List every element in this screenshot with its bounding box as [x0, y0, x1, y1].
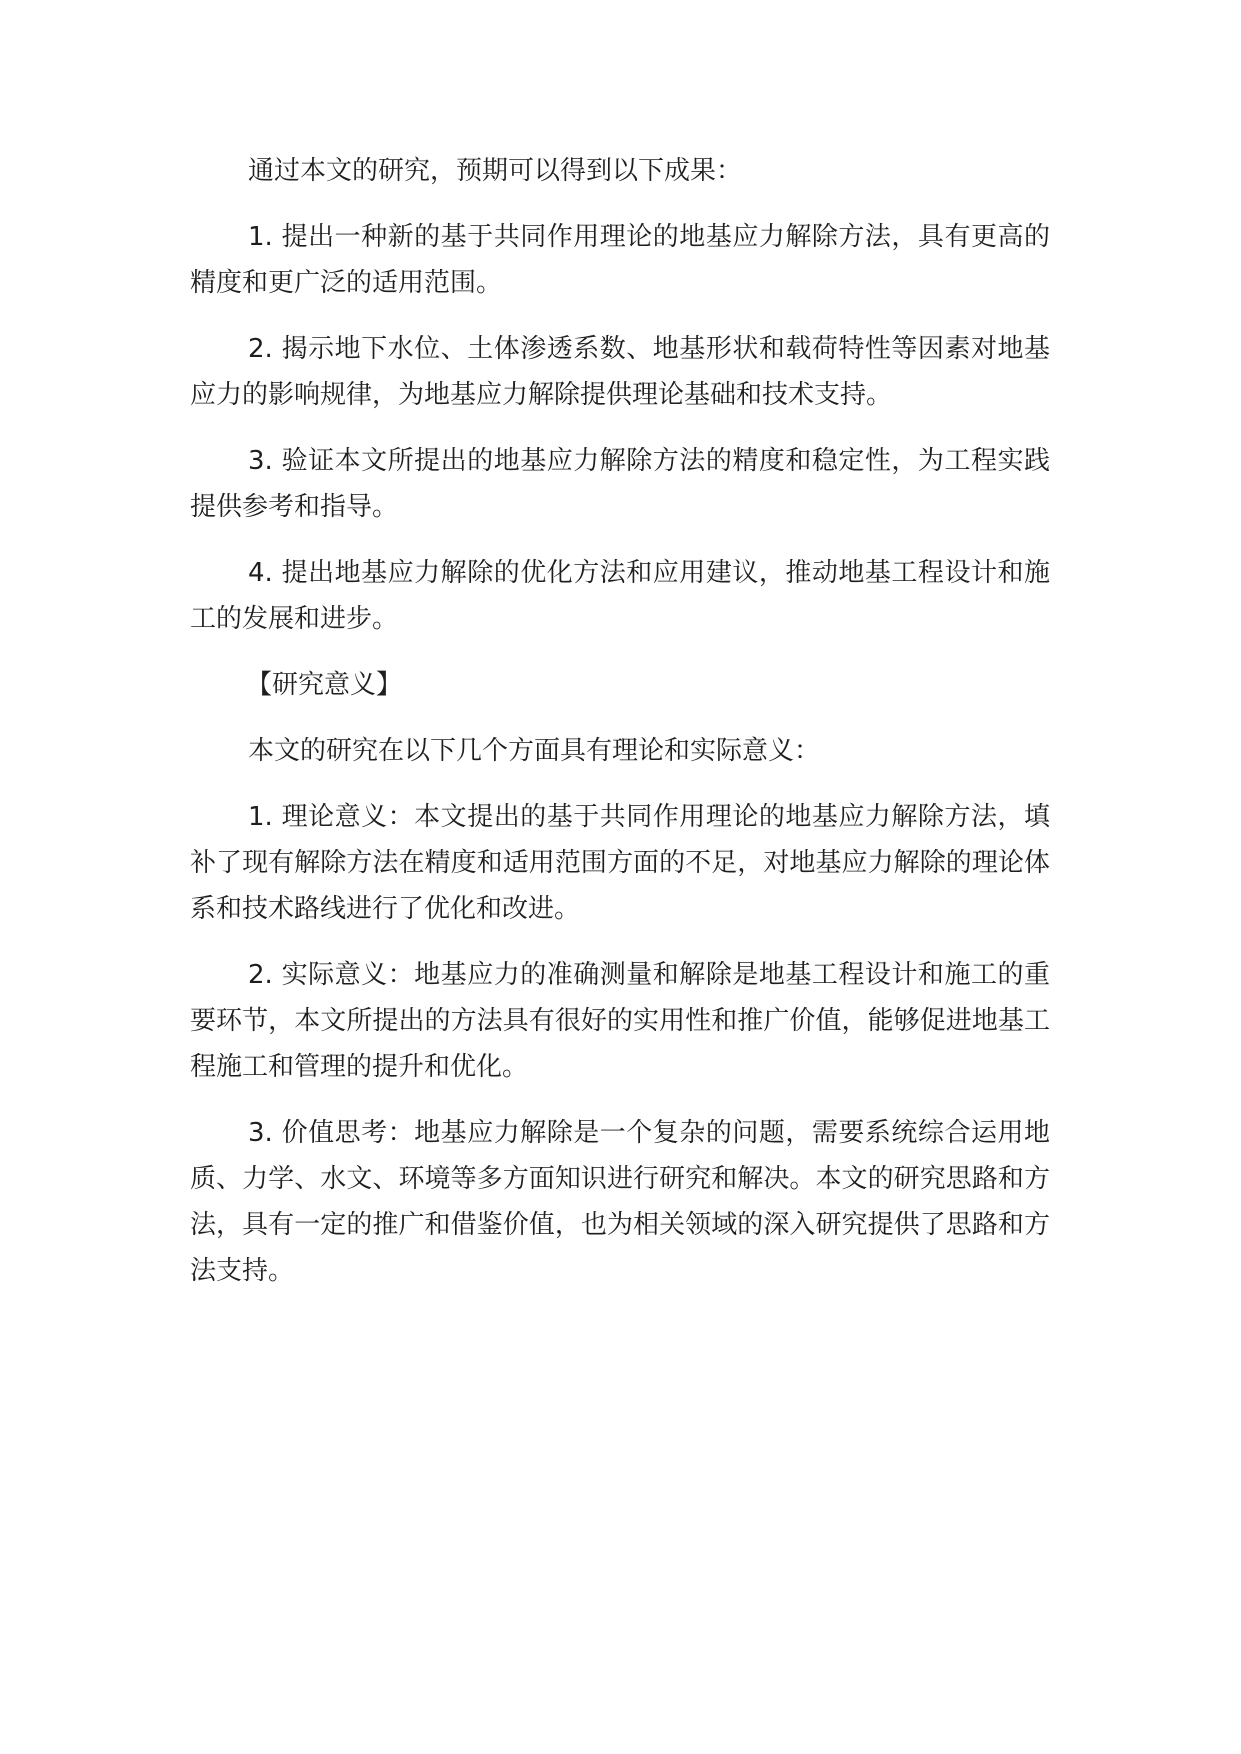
significance-item-1: 1. 理论意义：本文提出的基于共同作用理论的地基应力解除方法，填补了现有解除方法在精度和适用范围方面的不足，对地基应力解除的理论体系和技术路线进行了优化和改进。: [190, 802, 1050, 924]
result-item-3: 3. 验证本文所提出的地基应力解除方法的精度和稳定性，为工程实践提供参考和指导。: [190, 446, 1050, 522]
significance-item-2: 2. 实际意义：地基应力的准确测量和解除是地基工程设计和施工的重要环节，本文所提出的方法具有很好的实用性和推广价值，能够促进地基工程施工和管理的提升和优化。: [190, 960, 1050, 1082]
intro-paragraph: 通过本文的研究，预期可以得到以下成果：: [248, 156, 743, 186]
result-item-4: 4. 提出地基应力解除的优化方法和应用建议，推动地基工程设计和施工的发展和进步。: [190, 558, 1050, 634]
significance-intro: 本文的研究在以下几个方面具有理论和实际意义：: [248, 736, 821, 766]
result-item-1: 1. 提出一种新的基于共同作用理论的地基应力解除方法，具有更高的精度和更广泛的适用范围。: [190, 222, 1050, 298]
result-item-2: 2. 揭示地下水位、土体渗透系数、地基形状和载荷特性等因素对地基应力的影响规律，为地基应力解除提供理论基础和技术支持。: [190, 334, 1050, 410]
section-heading: 【研究意义】: [246, 670, 403, 700]
document-body: [190, 148, 1050, 1314]
significance-item-3: 3. 价值思考：地基应力解除是一个复杂的问题，需要系统综合运用地质、力学、水文、环境等多方面知识进行研究和解决。本文的研究思路和方法，具有一定的推广和借鉴价值，也为相关领域的深入研究提供了思路和方法支持。: [190, 1118, 1050, 1286]
